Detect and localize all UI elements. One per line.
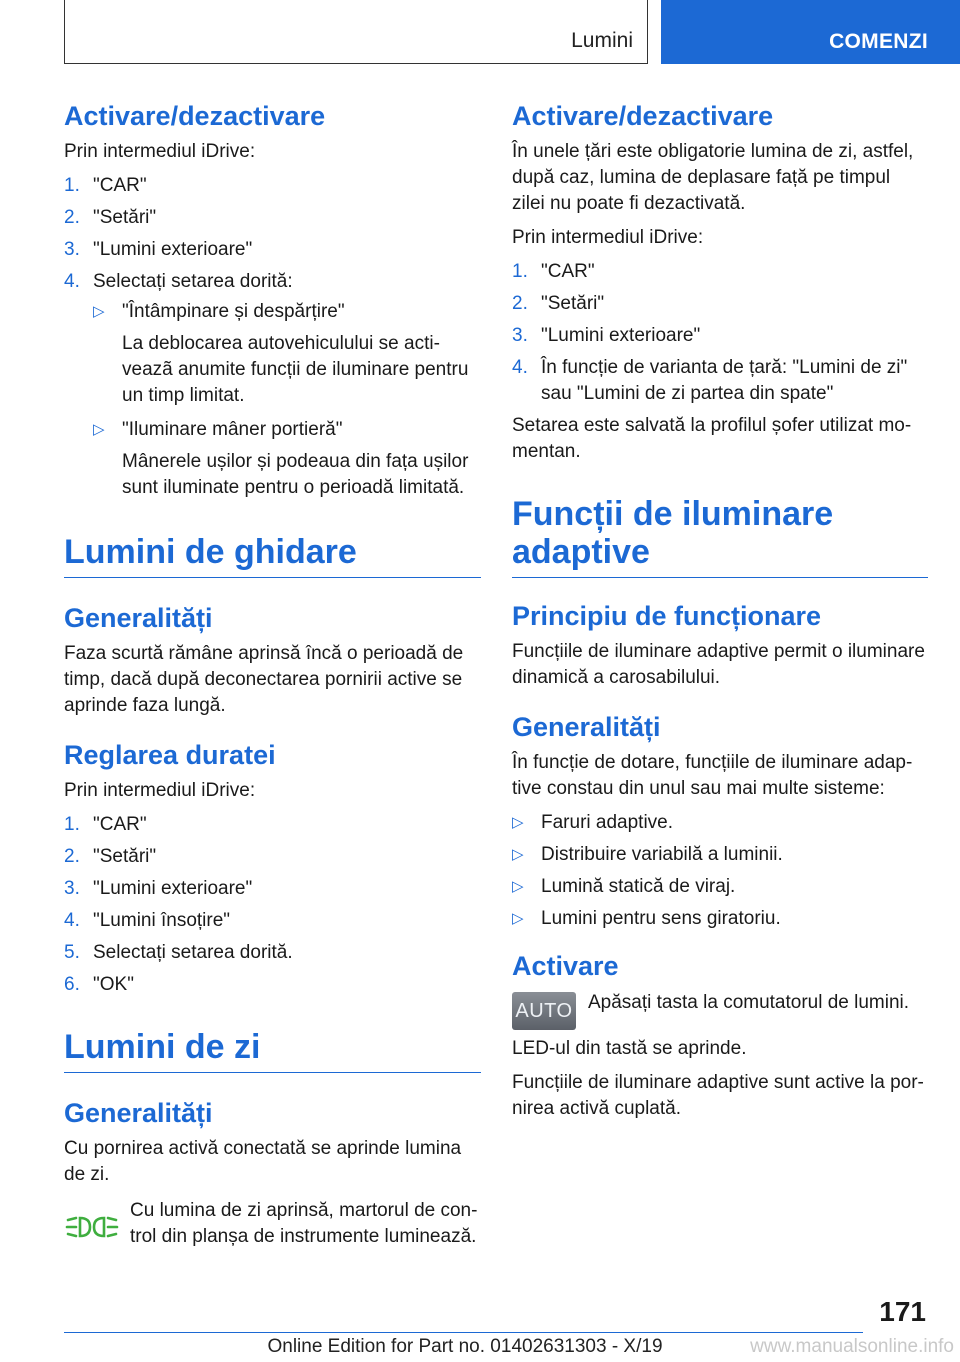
adaptive-general-title: Generalități [512,712,661,742]
right-column [512,100,928,1130]
triangle-right-icon: ▷ [512,814,524,831]
activare-intro: Prin intermediul iDrive: [64,141,256,162]
list-item: ▷ "Întâmpinare și despărțire" La deblocarea autovehiculului se acti-veazã anumite funcții de iluminare pentru un timp limitat. [93,301,469,406]
auto-button-row [512,990,928,1030]
zi-activare-steps [512,259,928,407]
header-chapter-label: COMENZI [829,30,928,53]
zi-activare-note: Setarea este salvată la profilul șofer utilizat mo-mentan. [512,415,912,462]
zi-indicator-row [64,1198,481,1250]
list-item: 5. Selectați setarea dorită. [64,942,293,963]
footer-watermark: www.manualsonline.info [750,1336,954,1357]
list-item: 4. "Lumini însoțire" [64,910,231,931]
footer-divider [64,1332,863,1333]
list-item: ▷ Distribuire variabilă a luminii. [512,842,928,868]
triangle-right-icon: ▷ [512,910,524,927]
adaptive-systems [512,810,928,932]
list-item: 2. "Setări" [64,207,157,228]
zi-indicator-text: Cu lumina de zi aprinsă, martorul de con-trol din planșa de instrumente luminează. [130,1200,478,1247]
header-section-box [64,0,648,64]
daytime-running-light-icon [64,1214,120,1240]
list-item: ▷ "Iluminare mâner portieră" Mânerele ușilor și podeaua din fața ușilor sunt iluminate pentru o perioadă limitată. [93,419,469,498]
list-item: 4. Selectați setarea dorită: ▷ "Întâmpinare și despărțire" La deblocarea autovehiculului se acti-veazã anumite funcții de iluminare pentru un timp limitat. ▷ "Iluminare mâner portieră" Mânerele ușilor și podeaua din fața ușilor sunt iluminate pentru o perioadă limitată. [64,269,481,501]
zi-title: Lumini de zi [64,1028,481,1073]
footer-edition: Online Edition for Part no. 01402631303 - X/19 [267,1336,663,1357]
triangle-right-icon: ▷ [93,421,105,438]
reglare-title: Reglarea duratei [64,740,276,770]
header-chapter-tab [661,0,960,64]
list-item: 3. "Lumini exterioare" [512,325,701,346]
triangle-right-icon: ▷ [93,303,105,320]
triangle-right-icon: ▷ [512,878,524,895]
header-section-title: Lumini [571,29,633,52]
zi-general-text: Cu pornirea activă conectată se aprinde lumina de zi. [64,1138,462,1185]
list-item: 2. "Setări" [64,846,157,867]
page-number: 171 [879,1296,926,1327]
list-item: ▷ Lumini pentru sens giratoriu. [512,906,928,932]
principiu-text: Funcțiile de iluminare adaptive permit o iluminare dinamică a carosabilului. [512,641,925,688]
auto-button-icon: AUTO [512,992,576,1030]
list-item: 2. "Setări" [512,293,605,314]
led-text: LED-ul din tastă se aprinde. [512,1038,747,1059]
principiu-title: Principiu de funcționare [512,601,822,631]
list-item: 1. "CAR" [512,261,595,282]
zi-activare-text: În unele țări este obligatorie lumina de zi, astfel, după caz, lumina de deplasare față pe timpul zilei nu poate fi dezactivată. [512,141,914,214]
list-item: 6. "OK" [64,974,134,995]
adaptive-final-text: Funcțiile de iluminare adaptive sunt active la por-nirea activă cuplată. [512,1072,924,1119]
ghidare-title: Lumini de ghidare [64,533,481,578]
reglare-steps [64,812,481,998]
adaptive-activare-title: Activare [512,951,619,981]
list-item: 1. "CAR" [64,814,147,835]
auto-button-text: Apăsați tasta la comutatorul de lumini. [588,992,910,1013]
triangle-right-icon: ▷ [512,846,524,863]
zi-activare-title: Activare/dezactivare [512,101,774,131]
list-item: 3. "Lumini exterioare" [64,878,253,899]
reglare-intro: Prin intermediul iDrive: [64,780,256,801]
activare-options [93,299,481,501]
list-item: 1. "CAR" [64,175,147,196]
zi-activare-intro: Prin intermediul iDrive: [512,227,704,248]
left-column [64,100,481,1256]
adaptive-general-text: În funcție de dotare, funcțiile de iluminare adap-tive constau din unul sau mai multe sisteme: [512,752,913,799]
adaptive-title: Funcții de iluminare adaptive [512,495,928,578]
list-item: ▷ Faruri adaptive. [512,810,928,836]
zi-general-title: Generalități [64,1098,213,1128]
ghidare-general-title: Generalități [64,603,213,633]
list-item: ▷ Lumină statică de viraj. [512,874,928,900]
list-item: 4. În funcție de varianta de țară: "Lumini de zi" sau "Lumini de zi partea din spate" [512,357,908,404]
activare-title: Activare/dezactivare [64,101,326,131]
activare-steps [64,173,481,501]
list-item: 3. "Lumini exterioare" [64,239,253,260]
ghidare-general-text: Faza scurtă rămâne aprinsă încă o perioadă de timp, dacă după deconectarea pornirii active se aprinde faza lungă. [64,643,464,716]
